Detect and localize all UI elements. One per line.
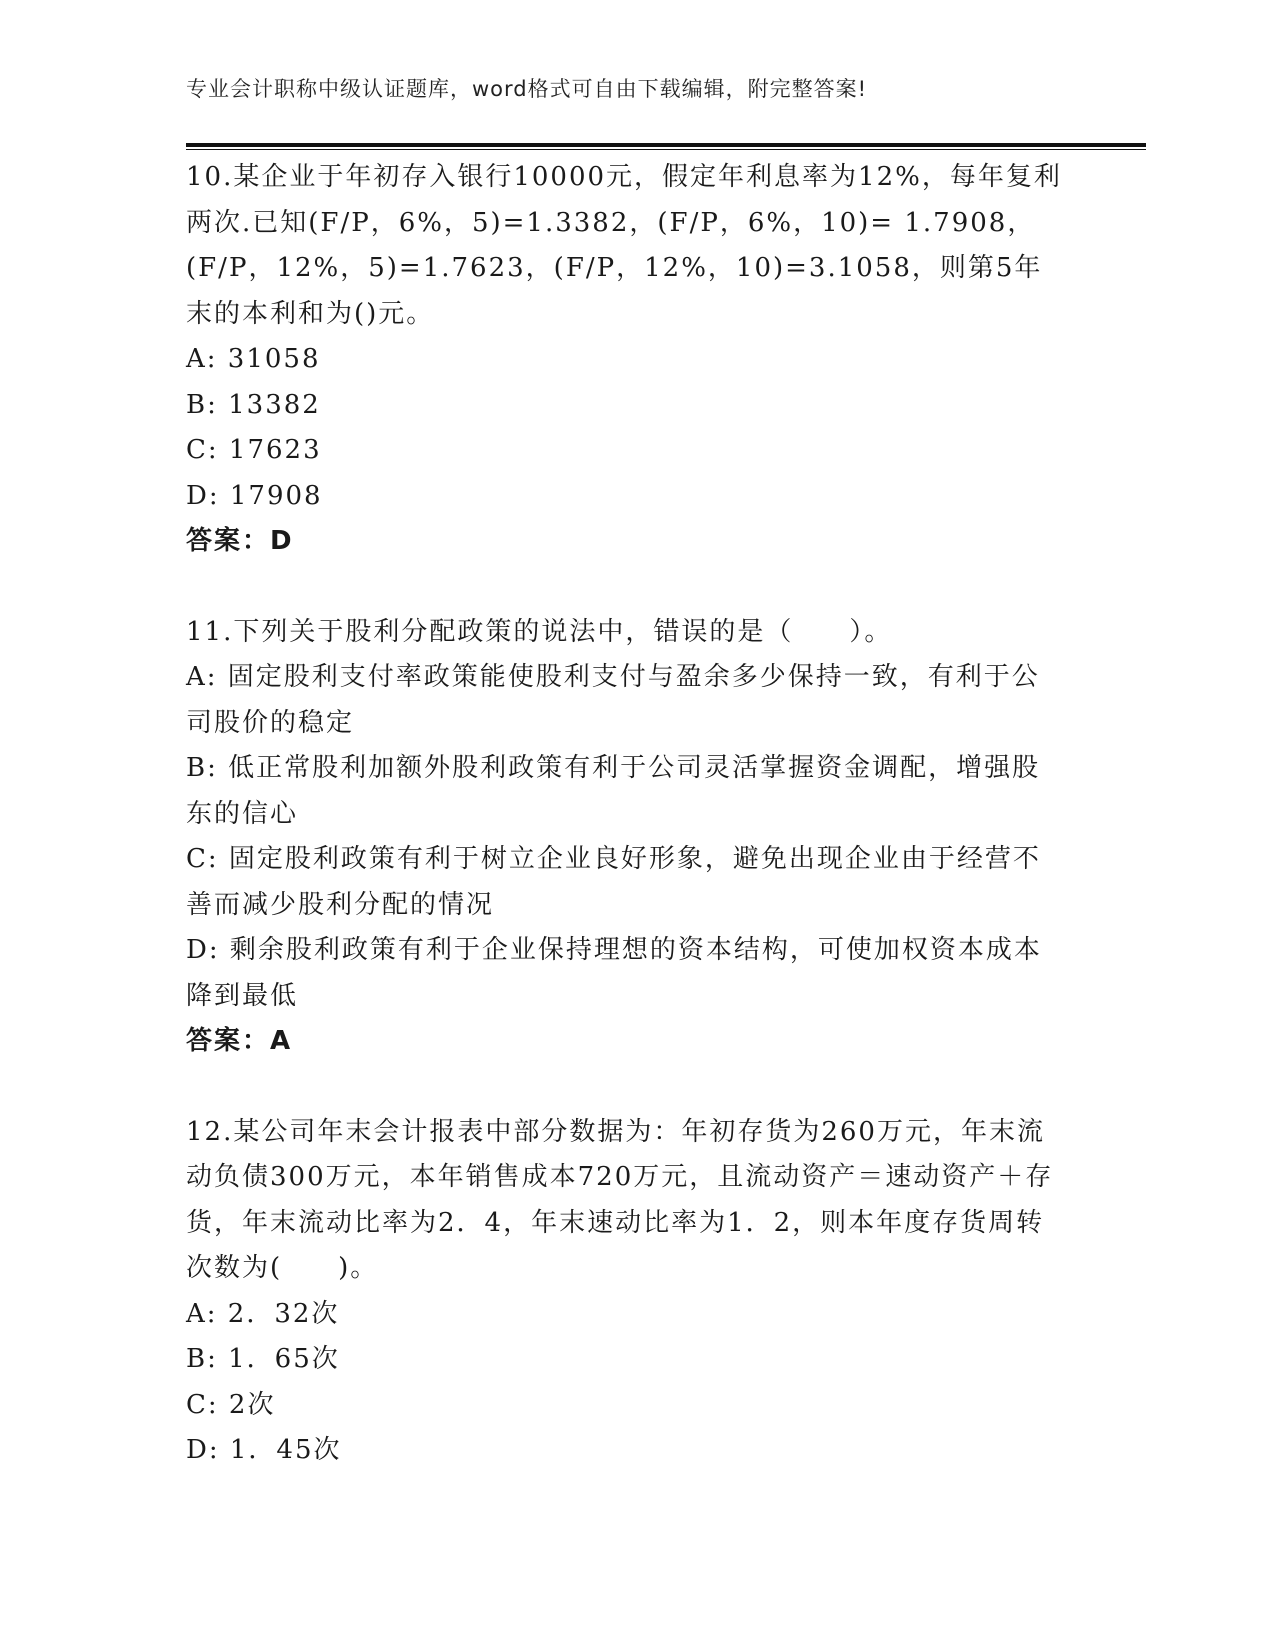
question-list <box>186 155 1066 1474</box>
question-stem: 12.某公司年末会计报表中部分数据为：年初存货为260万元，年末流动负债300万元，本年销售成本720万元，且流动资产＝速动资产＋存货，年末流动比率为2．4，年末速动比率为1．2，则本年度存货周转次数为( )。 <box>186 1116 1054 1283</box>
option-a: A: 2．32次 <box>186 1298 340 1329</box>
option-b: B: 1．65次 <box>186 1344 340 1374</box>
header-divider-thin <box>186 149 1146 150</box>
option-b: B: 13382 <box>186 389 321 420</box>
question-10 <box>186 155 1066 565</box>
page-header: 专业会计职称中级认证题库，word格式可自由下载编辑，附完整答案! <box>186 77 868 101</box>
option-d: D: 17908 <box>186 480 323 511</box>
question-stem: 11.下列关于股利分配政策的说法中，错误的是（ ）。 <box>186 616 893 647</box>
option-a: A: 固定股利支付率政策能使股利支付与盈余多少保持一致，有利于公司股价的稳定 <box>186 662 1040 738</box>
option-b: B: 低正常股利加额外股利政策有利于公司灵活掌握资金调配，增强股东的信心 <box>186 753 1041 829</box>
question-11 <box>186 610 1066 1065</box>
option-d: D: 1．45次 <box>186 1435 342 1465</box>
header-divider-thick <box>186 143 1146 147</box>
option-a: A: 31058 <box>186 344 321 374</box>
option-c: C: 2次 <box>186 1389 276 1420</box>
answer-key: 答案：A <box>186 1026 293 1056</box>
option-d: D: 剩余股利政策有利于企业保持理想的资本结构，可使加权资本成本降到最低 <box>186 935 1042 1011</box>
option-c: C: 固定股利政策有利于树立企业良好形象，避免出现企业由于经营不善而减少股利分配的情况 <box>186 844 1041 920</box>
question-12 <box>186 1110 1066 1474</box>
option-c: C: 17623 <box>186 435 322 465</box>
question-stem: 10.某企业于年初存入银行10000元，假定年利息率为12%，每年复利两次.已知(F/P，6%，5)=1.3382，(F/P，6%，10)= 1.7908，(F/P，12%，5)=1.7623，(F/P，12%，10)=3.1058，则第5年末的本利和为()元。 <box>186 162 1062 329</box>
answer-key: 答案：D <box>186 526 294 556</box>
